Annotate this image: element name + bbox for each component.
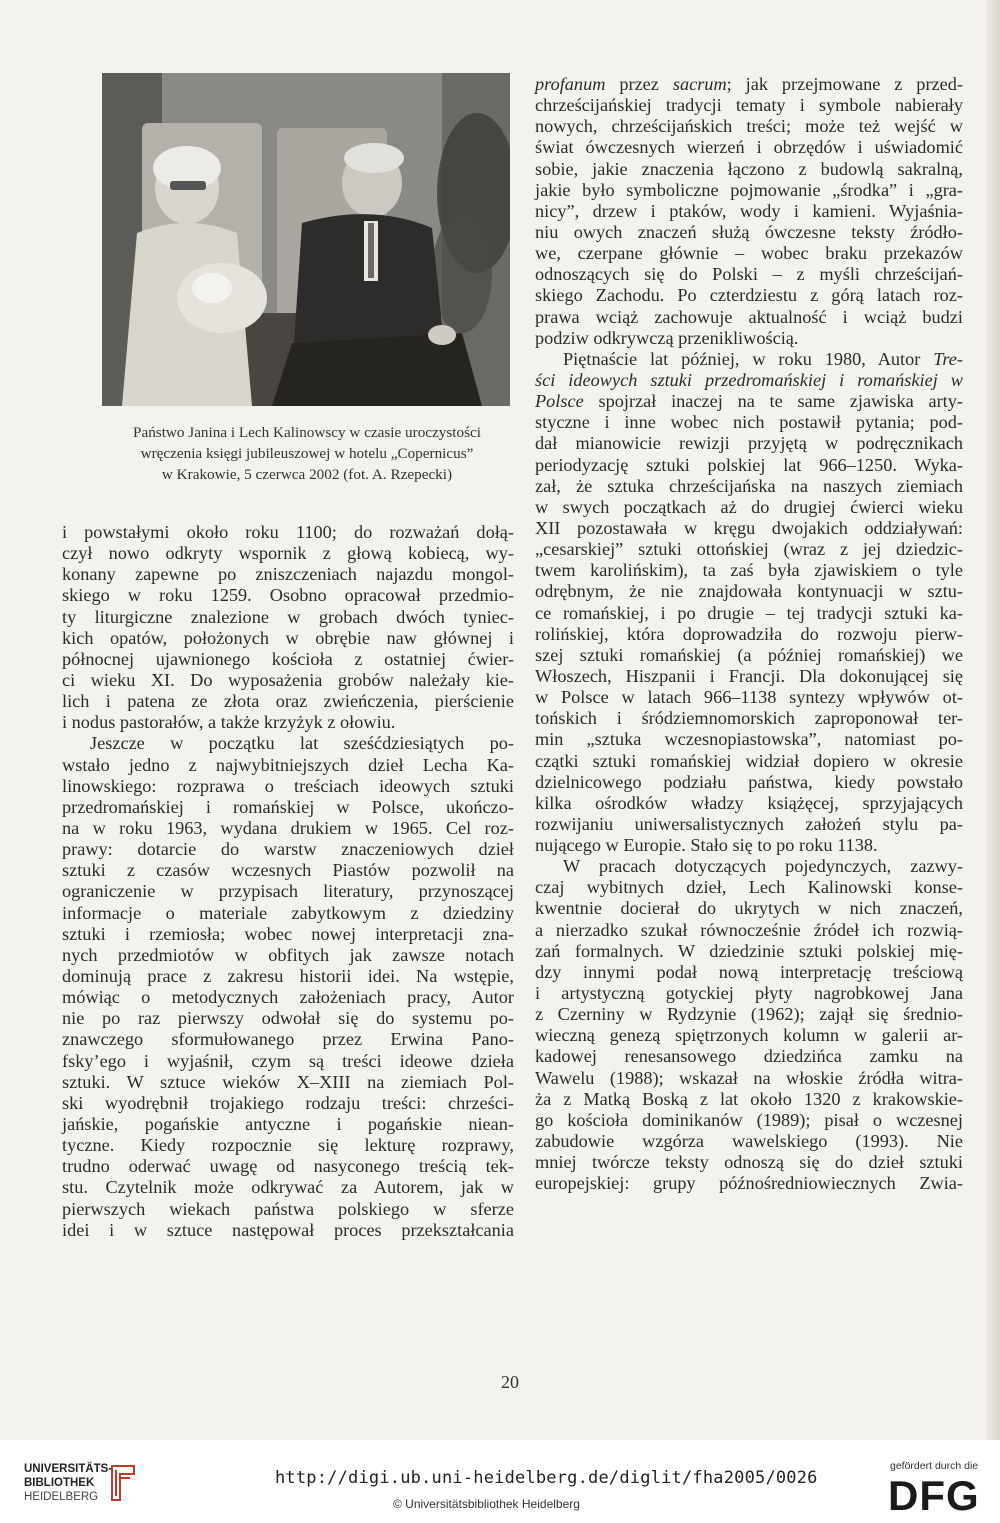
text-line: informacje o materiale zabytkowym z dziedziny — [62, 902, 514, 923]
text-line: skiego Zachodu. Po czterdziestu z górą latach roz- — [535, 285, 963, 306]
text-line: nującego w Europie. Stało się to po roku 1138. — [535, 835, 878, 856]
library-line: BIBLIOTHEK — [24, 1477, 95, 1489]
text-line: podziw odkrywczą przenikliwością. — [535, 327, 799, 348]
text-line: dominują prace z zakresu historii idei. Na wstępie, — [62, 965, 514, 986]
text-line: go kościoła dominikanów (1989); pisał o wczesnej — [535, 1109, 963, 1130]
text-line: ski wyodrębnił trojakiego rodzaju treści: chrześci- — [62, 1092, 514, 1113]
dfg-logo: DFG — [888, 1472, 980, 1519]
text-span: przez — [605, 74, 673, 94]
text-line: odnoszących się do Polski – z myśli chrześcijań- — [535, 264, 963, 285]
footer-bar — [0, 1440, 1000, 1523]
text-line: sztuki i rzemiosła; wobec nowej interpretacji zna- — [62, 923, 514, 944]
text-line: W pracach dotyczących pojedynczych, zazwy- — [563, 856, 963, 877]
text-span: Piętnaście lat później, w roku 1980, Autor — [563, 348, 934, 369]
copyright-notice: © Universitätsbibliothek Heidelberg — [393, 1497, 580, 1511]
text-line: w swych początkach aż do drugiej ćwierci wieku — [535, 496, 963, 517]
text-span: ; jak przejmowane z przed- — [726, 74, 963, 94]
italic-text: Tre- — [933, 348, 963, 369]
text-line: czątki sztuki romańskiej widział dopiero w okresie — [535, 750, 963, 771]
text-line: europejskiej: grupy późnośredniowiecznych Zwia- — [535, 1173, 963, 1194]
text-line: ci wieku XI. Do wyposażenia grobów należały kie- — [62, 669, 514, 690]
text-line: sztuki. W sztuce wieków X–XIII na ziemiach Pol- — [62, 1071, 514, 1092]
text-line: ograniczenie w przypisach literatury, przynoszącej — [62, 881, 514, 902]
text-line: zań formalnych. W dziedzinie sztuki polskiej mię- — [535, 940, 963, 961]
text-line: lich i patena ze złota oraz zwieńczenia, pierścienie — [62, 691, 514, 712]
text-line: odrębnym, że nie znajdowała kontynuacji w sztu- — [535, 581, 963, 602]
text-line: twem karolińskim), ta zaś była zjawiskiem o tyle — [535, 560, 963, 581]
italic-text: ści ideowych sztuki przedromańskiej i romańskiej w — [535, 369, 963, 390]
text-line: idei i w sztuce następował proces przekształcania — [62, 1219, 514, 1240]
library-logo-icon — [108, 1460, 138, 1504]
text-line: zał, że sztuka chrześcijańska na naszych ziemiach — [535, 475, 963, 496]
text-line: min „sztuka wczesnopiastowska”, natomiast po- — [535, 729, 963, 750]
text-line: wstało jedno z najwybitniejszych dzieł Lecha Ka- — [62, 754, 514, 775]
text-line — [535, 391, 963, 412]
text-line: skiego w roku 1259. Osobno opracował przedmio- — [62, 585, 514, 606]
text-line: nych przedmiotów w obfitych jak zawsze notach — [62, 944, 514, 965]
text-line: sobie, jakie znaczenia łączono z budowlą sakralną, — [535, 158, 963, 179]
caption-line: wręczenia księgi jubileuszowej w hotelu „Copernicus” — [140, 445, 474, 462]
text-line: Włoszech, Hiszpanii i Francji. Dla dokonującej się — [535, 665, 963, 686]
text-line: niu owych znaczeń służą ówczesne teksty źródło- — [535, 221, 963, 242]
text-line: linowskiego: rozprawa o treściach ideowych sztuki — [62, 775, 514, 796]
text-span: spojrzał inaczej na te same zjawiska arty- — [583, 391, 963, 412]
text-line: na w roku 1963, wydana drukiem w 1965. Cel roz- — [62, 817, 514, 838]
text-line: świat ówczesnych wierzeń i obrzędów i uświadomić — [535, 137, 963, 158]
document-url-link[interactable]: http://digi.ub.uni-heidelberg.de/diglit/fha2005/0026 — [275, 1468, 818, 1488]
text-line: ty liturgiczne znalezione w grobach dwóch tyniec- — [62, 606, 514, 627]
text-line: periodyzację sztuki polskiej lat 966–1250. Wyka- — [535, 454, 963, 475]
text-line: mniej twórcze teksty odnoszą się do dzieł sztuki — [535, 1152, 963, 1173]
text-line: czył nowo odkryty wspornik z głową kobiecą, wy- — [62, 543, 514, 564]
text-line: dał mianowicie rewizji przyjętą w podręcznikach — [535, 433, 963, 454]
text-line: fsky’ego i wyjaśnił, czym są treści ideowe dzieła — [62, 1050, 514, 1071]
text-line: prawy: dotarcie do warstw znaczeniowych dzieł — [62, 839, 514, 860]
text-line: we, czerpane głównie – wobec braku przekazów — [535, 243, 963, 264]
text-line: kich opatów, położonych w obrębie naw głównej i — [62, 627, 514, 648]
text-line: jakie było symboliczne pojmowanie „środka” i „gra- — [535, 179, 963, 200]
text-line: Wawelu (1988); wskazał na włoskie źródła witra- — [535, 1067, 963, 1088]
left-text-column — [62, 522, 514, 1241]
text-line: pierwszych wiekach państwa polskiego w sferze — [62, 1198, 514, 1219]
text-line: kilka ośrodków władzy książęcej, sprzyjających — [535, 792, 963, 813]
text-line: z Czerniny w Rydzynie (1962); zajął się średnio- — [535, 1004, 963, 1025]
text-line: ce romańskiej, i po drugie – tej tradycji sztuki ka- — [535, 602, 963, 623]
text-line: nowych, chrześcijańskich treści; może też wejść w — [535, 116, 963, 137]
text-line — [535, 74, 963, 95]
italic-text: Polsce — [535, 391, 584, 412]
text-line — [535, 349, 963, 370]
text-line: dzy innymi podał nową interpretację treściową — [535, 961, 963, 982]
text-line: przedromańskiej i romańskiej w Polsce, ukończo- — [62, 796, 514, 817]
page-edge-shadow — [986, 0, 1000, 1440]
text-line: dzielnicowego podziału państwa, kiedy powstało — [535, 771, 963, 792]
caption-line: w Krakowie, 5 czerwca 2002 (fot. A. Rzepecki) — [161, 466, 453, 483]
text-line: mówiąc o metodycznych założeniach pracy, Autor — [62, 987, 514, 1008]
right-text-column — [535, 74, 963, 1194]
text-line: konany zapewne po zniszczeniach najazdu mongol- — [62, 564, 514, 585]
text-line: zabudowie wzgórza wawelskiego (1993). Nie — [535, 1131, 963, 1152]
text-line: wieczną genezą spiętrzonych kolumn w galerii ar- — [535, 1025, 963, 1046]
text-line: XII pozostawała w kręgu dwojakich oddziaływań: — [535, 517, 963, 538]
caption-line: Państwo Janina i Lech Kalinowscy w czasie uroczystości — [133, 424, 481, 441]
text-line: kadowej renesansowego dziedzińca zamku na — [535, 1046, 963, 1067]
text-line: a nierzadko szukał równocześnie źródeł ich rozwią- — [535, 919, 963, 940]
text-line: nicy”, drzew i ptaków, wody i kamieni. Wyjaśnia- — [535, 200, 963, 221]
text-line: północnej ujawnionego kościoła z ostatniej ćwier- — [62, 648, 514, 669]
page-number: 20 — [501, 1372, 519, 1392]
text-line: i artystyczną gotyckiej płyty nagrobkowej Jana — [535, 983, 963, 1004]
text-line: tyczne. Kiedy rozpocznie się lekturę rozprawy, — [62, 1135, 514, 1156]
text-line: znawczego sformułowanego przez Erwina Pano- — [62, 1029, 514, 1050]
photo-couple-seated — [102, 73, 510, 406]
text-line: ża z Matką Boską z lat około 1320 z krakowskie- — [535, 1088, 963, 1109]
text-line: stu. Czytelnik może odkrywać za Autorem, jak w — [62, 1177, 514, 1198]
text-line: chrześcijańskiej tradycji tematy i symbole nabierały — [535, 95, 963, 116]
text-line: czaj wybitnych dzieł, Lech Kalinowski konse- — [535, 877, 963, 898]
text-line: trudno oderwać uwagę od nasyconego treścią tek- — [62, 1156, 514, 1177]
library-line: HEIDELBERG — [24, 1491, 99, 1503]
italic-text: profanum — [535, 74, 606, 94]
text-line: rolińskiej, która doprowadziła do rozwoju pierw- — [535, 623, 963, 644]
text-line: szej sztuki romańskiej (a później romańskiej) we — [535, 644, 963, 665]
text-line: w Polsce w latach 966–1138 syntezy wpływów ot- — [535, 687, 963, 708]
text-line: i powstałymi około roku 1100; do rozważań dołą- — [62, 522, 514, 542]
text-line: styczne i inne wobec nich postawił pytania; pod- — [535, 412, 963, 433]
text-line: „cesarskiej” sztuki ottońskiej (wraz z jej dziedzic- — [535, 539, 963, 560]
photo-caption — [72, 422, 542, 485]
funding-note: gefördert durch die — [890, 1460, 979, 1472]
library-name — [24, 1462, 112, 1504]
text-line: rozwijaniu uniwersalistycznych założeń stylu pa- — [535, 813, 963, 834]
italic-text: sacrum — [672, 74, 727, 94]
text-line: Jeszcze w początku lat sześćdziesiątych po- — [90, 733, 514, 754]
text-line: i nodus pastorałów, a także krzyżyk z ołowiu. — [62, 712, 396, 733]
text-line: tońskich i śródziemnomorskich zaproponował ter- — [535, 708, 963, 729]
text-line: sztuki z czasów wczesnych Piastów pozwolił na — [62, 860, 514, 881]
library-line: UNIVERSITÄTS- — [24, 1463, 113, 1475]
text-line: prawa wciąż zachowuje aktualność i wciąż budzi — [535, 306, 963, 327]
text-line: kwentnie docierał do ukrytych w nich znaczeń, — [535, 898, 963, 919]
photo-couple-seated-icon — [102, 73, 510, 406]
text-line: nie po raz pierwszy odwołał się do systemu po- — [62, 1008, 514, 1029]
text-line — [535, 370, 963, 391]
text-line: jańskie, pogańskie antyczne i pogańskie niean- — [62, 1113, 514, 1134]
